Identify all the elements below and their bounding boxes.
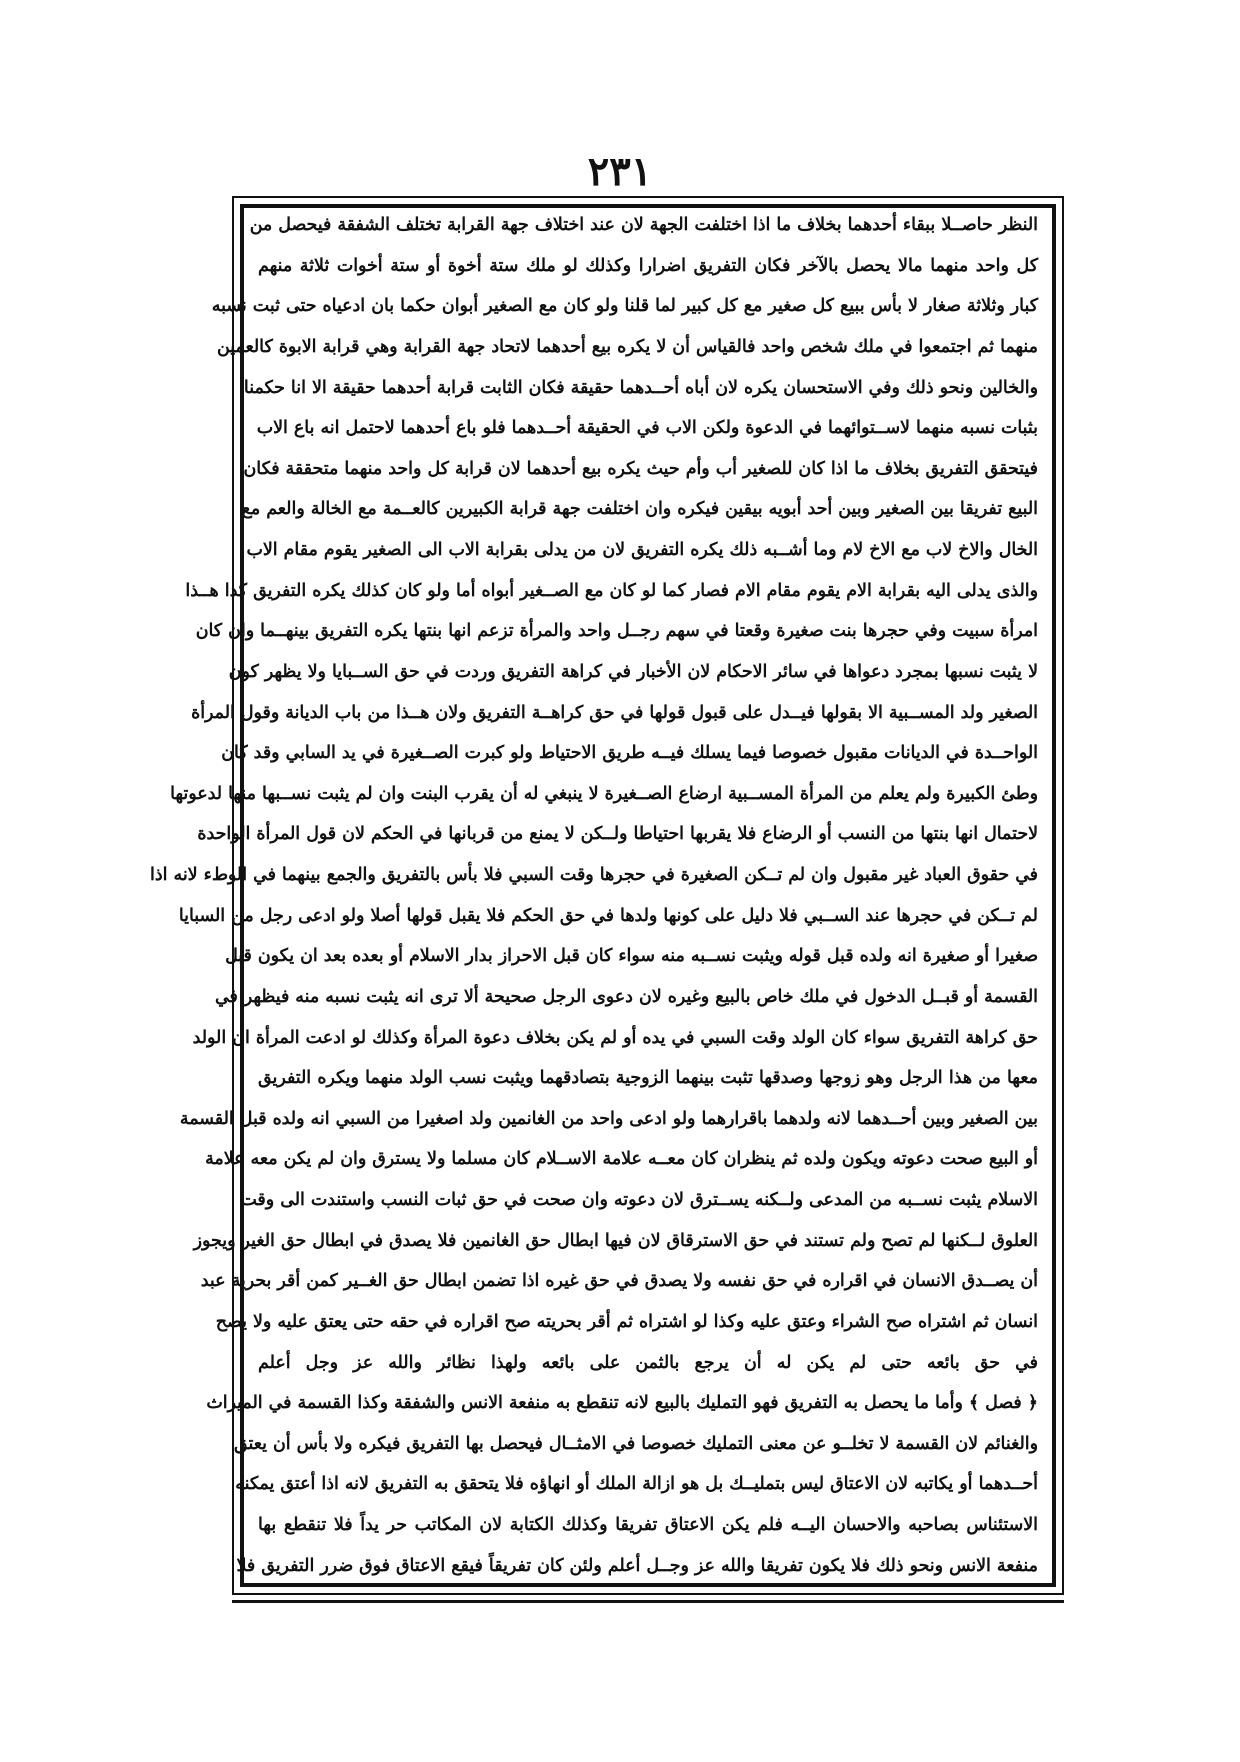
text-line: ﴿ فصل ﴾ وأما ما يحصل به التفريق فهو التمليك بالبيع لانه تنقطع به منفعة الانس والشفقة وكذا القسمة في الميراث [206, 1393, 1038, 1414]
text-line: فيتحقق التفريق بخلاف ما اذا كان للصغير أب وأم حيث يكره بيع أحدهما لان قرابة كل واحد منهما متحققة فكان [243, 458, 1038, 479]
text-line: صغيرا أو صغيرة انه ولده قبل قوله ويثبت نســبه منه سواء كان قبل الاحراز بدار الاسلام أو بعده بعد ان يكون قبل [225, 946, 1038, 967]
text-line: لاحتمال انها بنتها من النسب أو الرضاع فلا يقربها احتياطا ولــكن لا يمنع من قربانها في الحكم لان قول المرأة الواحدة [197, 824, 1038, 845]
text-line: كبار وثلاثة صغار لا بأس ببيع كل صغير مع كل كبير لما قلنا ولو كان مع الصغير أبوان حكما بان ادعياه حتى ثبت نسبه [211, 296, 1038, 317]
text-line: أحــدهما أو يكاتبه لان الاعتاق ليس بتمليــك بل هو ازالة الملك أو انهاؤه فلا يتحقق به التفريق لانه اذا أعتق يمكنه [235, 1474, 1038, 1495]
text-line: انسان ثم اشتراه صح الشراء وعتق عليه وكذا لو اشتراه ثم أقر بحريته صح اقراره في حقه حتى يعتق عليه ولا يصح [215, 1311, 1038, 1332]
text-line: والذى يدلى اليه بقرابة الام يقوم مقام الام فصار كما لو كان مع الصــغير أبواه أما ولو كان كذلك يكره التفريق كذا هــذا [185, 580, 1038, 601]
text-line: الواحــدة في الديانات مقبول خصوصا فيما يسلك فيــه طريق الاحتياط ولو كبرت الصــغيرة في يد السابي وقد كان [221, 743, 1038, 764]
text-line: بين الصغير وبين أحــدهما لانه ولدهما باقرارهما ولو ادعى واحد من الغانمين ولد اصغيرا من السبي انه ولده قبل القسمة [179, 1108, 1038, 1129]
page-frame-inner [150, 204, 1056, 1587]
page-number: ۲۳۱ [587, 148, 653, 195]
text-line: والغنائم لان القسمة لا تخلــو عن معنى التمليك خصوصا في الامثــال فيحصل بها التفريق فيكره ولا بأس أن يعتق [233, 1433, 1038, 1454]
text-line: القسمة أو قبــل الدخول في ملك خاص بالبيع وغيره لان دعوى الرجل صحيحة ألا ترى انه يثبت نسبه منه فيظهر في [214, 986, 1038, 1007]
text-line: كل واحد منهما مالا يحصل بالآخر فكان التفريق اضرارا وكذلك لو ملك ستة أخوة أو ستة أخوات ثلاثة منهم [258, 255, 1038, 276]
text-line: بثبات نسبه منهما لاســتوائهما في الدعوة ولكن الاب في الحقيقة أحــدهما فلو باع أحدهما لاحتمل انه باع الاب [256, 418, 1038, 439]
text-line: الخال والاخ لاب مع الاخ لام وما أشــبه ذلك يكره التفريق لان من يدلى بقرابة الاب الى الصغير يقوم مقام الاب [246, 540, 1038, 560]
text-line: في حق بائعه حتى لم يكن له أن يرجع بالثمن على بائعه ولهذا نظائر والله عز وجل أعلم [258, 1352, 1038, 1373]
page-frame [150, 196, 1064, 1595]
text-line: لا يثبت نسبها بمجرد دعواها في سائر الاحكام لان الأخبار في كراهة التفريق وردت في حق الســبايا ولا يظهر كون [228, 661, 1038, 682]
text-line: حق كراهة التفريق سواء كان الولد وقت السبي في يده أو لم يكن بخلاف دعوة المرأة وكذلك لو ادعت المرأة ان الولد [192, 1027, 1038, 1048]
text-line: البيع تفريقا بين الصغير وبين أحد أبويه بيقين فيكره وان اختلفت جهة قرابة الكبيرين كالعــمة مع الخالة والعم مع [241, 499, 1038, 520]
text-line: الاستئناس بصاحبه والاحسان اليــه فلم يكن الاعتاق تفريقا وكذلك الكتابة لان المكاتب حر يداً فلا تنقطع بها [258, 1515, 1038, 1535]
bottom-rule [232, 1600, 1064, 1603]
text-line: والخالين ونحو ذلك وفي الاستحسان يكره لان أباه أحــدهما حقيقة فكان الثابت قرابة أحدهما حقيقة الا انا حكمنا [243, 377, 1038, 398]
text-line: العلوق لــكنها لم تصح ولم تستند في حق الاسترقاق لان فيها ابطال حق الغانمين فلا يصدق في ابطال حق الغير ويجوز [193, 1230, 1038, 1251]
text-line: الاسلام يثبت نســبه من المدعى ولــكنه يســترق لان دعوته وان صحت في حق ثبات النسب واستندت الى وقت [240, 1190, 1038, 1210]
text-line: لم تــكن في حجرها عند الســبي فلا دليل على كونها ولدها في حق الحكم فلا يقبل قولها أصلا ولو ادعى رجل من السبايا [178, 905, 1038, 926]
text-line: معها من هذا الرجل وهو زوجها وصدقها تثبت بينهما الزوجية بتصادقهما ويثبت نسب الولد منهما ويكره التفريق [258, 1068, 1038, 1089]
text-line: أن يصــدق الانسان في اقراره في حق نفسه ولا يصدق في حق غيره اذا تضمن ابطال حق الغــير كمن أقر بحرية عبد [200, 1271, 1038, 1292]
text-line: في حقوق العباد غير مقبول وان لم تــكن الصغيرة في حجرها وقت السبي فلا بأس بالتفريق والجمع بينهما في الوطء لانه اذا [150, 865, 1038, 885]
text-line: منهما ثم اجتمعوا في ملك شخص واحد فالقياس أن لا يكره بيع أحدهما لاتحاد جهة القرابة وهي قرابة الابوة كالعمين [216, 336, 1038, 357]
text-line: النظر حاصــلا ببقاء أحدهما بخلاف ما اذا اختلفت الجهة لان عند اختلاف جهة القرابة تختلف الشفقة فيحصل من [249, 215, 1038, 235]
text-body [150, 215, 1038, 1576]
text-line: امرأة سبيت وفي حجرها بنت صغيرة وقعتا في سهم رجــل واحد والمرأة تزعم انها بنتها يكره التفريق بينهــما وان كان [195, 621, 1038, 642]
text-line: وطئ الكبيرة ولم يعلم من المرأة المســبية ارضاع الصــغيرة لا ينبغي له أن يقرب البنت وان لم يثبت نســبها منها لدعوتها [170, 783, 1038, 804]
text-line: الصغير ولد المســبية الا بقولها فيــدل على قبول قولها في حق كراهــة التفريق ولان هــذا من باب الديانة وقول المرأة [191, 702, 1038, 723]
text-line: منفعة الانس ونحو ذلك فلا يكون تفريقا والله عز وجــل أعلم ولئن كان تفريقاً فيقع الاعتاق فوق ضرر التفريق فلا [236, 1555, 1038, 1576]
text-line: أو البيع صحت دعوته ويكون ولده ثم ينظران كان معــه علامة الاســلام كان مسلما ولا يسترق وان لم يكن معه علامة [205, 1149, 1038, 1170]
